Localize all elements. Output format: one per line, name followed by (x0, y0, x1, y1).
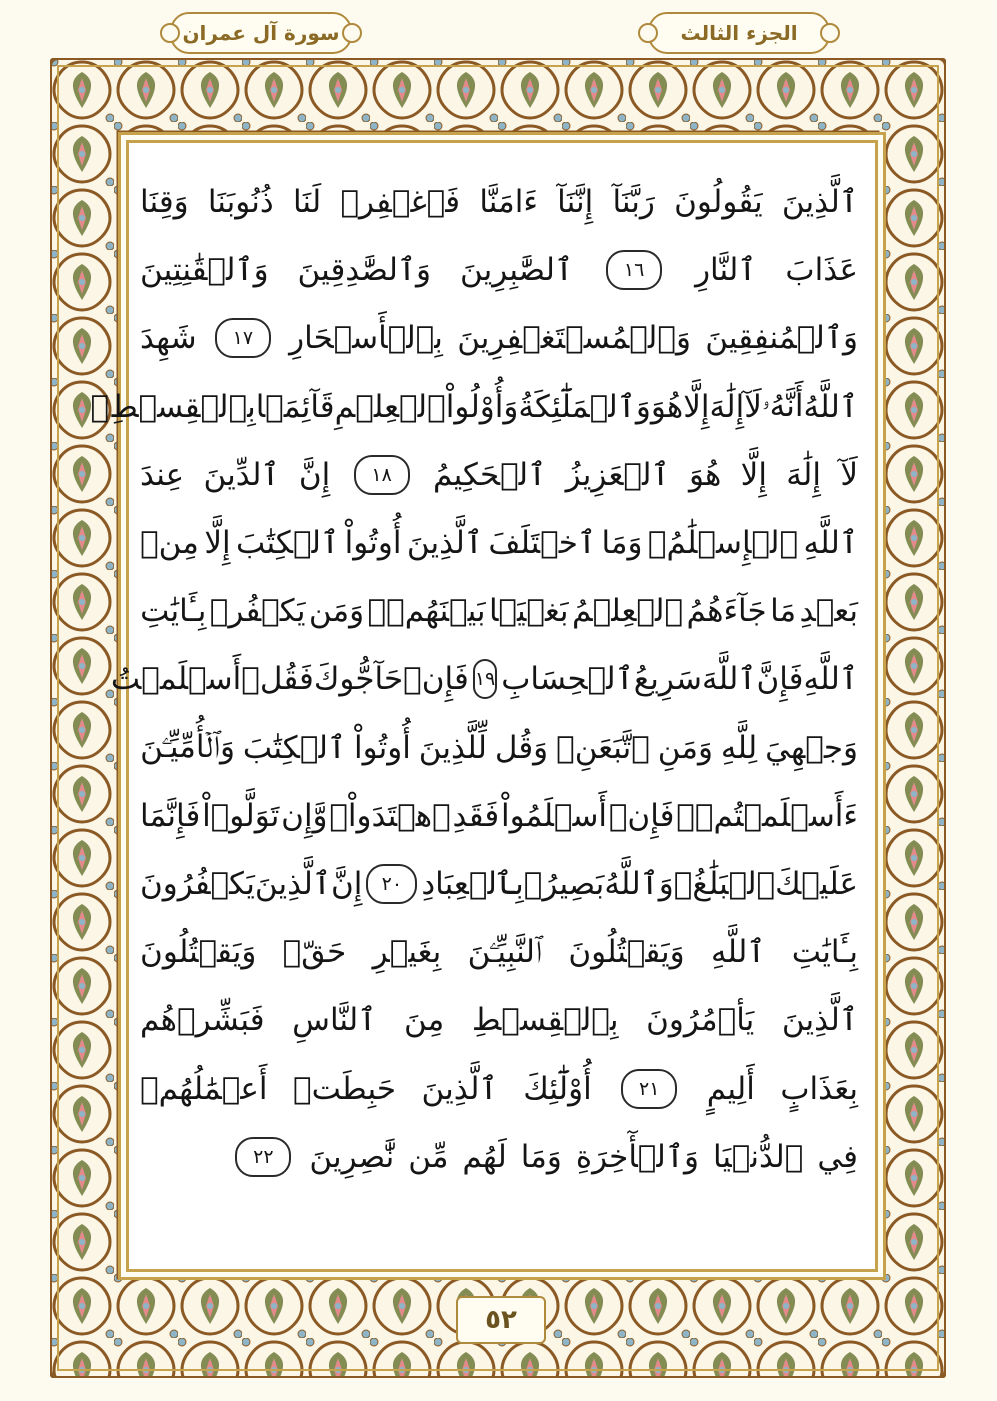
word: ٱلصَّٰبِرِينَ (459, 252, 574, 289)
word: بِـَٔايَٰتِ (140, 593, 207, 630)
word: تَوَلَّوۡاْ (202, 797, 280, 834)
word: وَمَن (308, 593, 365, 630)
word: إِنَّ (298, 456, 331, 493)
word: وَجۡهِيَ (765, 729, 858, 766)
word: ٱللَّهَ (701, 661, 757, 698)
word: وَٱلۡأُمِّيِّـۧنَ (140, 729, 235, 766)
word: ءَامَنَّا (479, 184, 538, 221)
text-line (140, 304, 858, 372)
word: وَمَا (520, 1138, 562, 1175)
text-line (140, 782, 858, 850)
word: بَصِيرُۢ (523, 865, 605, 902)
word: ٱلۡعَزِيزُ (565, 456, 670, 493)
word: فَقُلۡ (241, 661, 314, 698)
text-line (140, 236, 858, 304)
word: بِٱلۡقِسۡطِۚ (90, 388, 256, 425)
word: يَكۡفُرُونَ (140, 865, 255, 902)
word: بَيۡنَهُمۡۗ (367, 593, 486, 630)
word: فَقَدِ (452, 797, 500, 834)
word: لِّلَّذِينَ (418, 729, 487, 766)
word: ٱلَّذِينَ (254, 865, 331, 902)
word: مِّن (408, 1138, 449, 1175)
word: شَهِدَ (140, 320, 197, 357)
word: نَّٰصِرِينَ (309, 1138, 395, 1175)
text-line (140, 441, 858, 509)
word: وَٱلۡأٓخِرَةِ (575, 1138, 699, 1175)
text-line (140, 509, 858, 577)
word: لَآ (840, 456, 858, 493)
word: بِٱلۡأَسۡحَارِ (289, 320, 443, 357)
word: إِلَٰهَ (786, 456, 821, 493)
word: لِلَّهِ (720, 729, 758, 766)
text-line (90, 373, 858, 441)
ayah-number-marker: ٢٢ (235, 1137, 291, 1177)
word: وَٱلۡمَلَٰٓئِكَةُ (518, 388, 651, 425)
word: عَذَابَ (785, 252, 858, 289)
word: ٱلۡحِسَابِ (501, 661, 634, 698)
word: جَآءَهُمُ (686, 593, 767, 630)
word: وَيَقۡتُلُونَ (140, 934, 257, 971)
word: ٱتَّبَعَنِۗ (556, 729, 650, 766)
word: بِـَٔايَٰتِ (791, 934, 858, 971)
text-line (140, 1123, 858, 1191)
text-line (140, 1054, 858, 1122)
word: يَقُولُونَ (674, 184, 763, 221)
word: وَمَا (601, 525, 643, 562)
word: عِندَ (140, 456, 185, 493)
text-line (140, 918, 858, 986)
word: حَآجُّوكَ (313, 661, 404, 698)
surah-label: سورة آل عمران (170, 12, 352, 54)
word: ٱللَّهِ (803, 661, 858, 698)
text-line (140, 986, 858, 1054)
word: أَلِيمٍ (706, 1070, 755, 1107)
word: ٱلۡبَلَٰغُۗ (673, 865, 776, 902)
ayah-number-marker: ٢١ (621, 1069, 677, 1109)
word: بِٱلۡقِسۡطِ (471, 1002, 619, 1039)
word: وَٱللَّهُ (604, 865, 674, 902)
word: وَٱلۡمُنفِقِينَ (705, 320, 858, 357)
word: مَا (770, 593, 797, 630)
word: ٱلنَّاسِ (292, 1002, 377, 1039)
word: أُوتُواْ (344, 525, 402, 562)
word: ٱللَّهُ (803, 388, 858, 425)
word: إِلَٰهَ (709, 388, 745, 425)
word: أَعۡمَٰلُهُمۡ (140, 1070, 268, 1107)
word: وَٱلۡقَٰنِتِينَ (140, 252, 269, 289)
page-number: ٥٢ (456, 1296, 546, 1344)
word: أَنَّهُۥ (761, 388, 804, 425)
word: وَأُوْلُواْ (445, 388, 519, 425)
word: ٱلَّذِينَ (406, 525, 483, 562)
word: ءَأَسۡلَمۡتُمۡۚ (676, 797, 858, 834)
word: أَسۡلَمۡتُ (110, 661, 242, 698)
word: ٱلدُّنۡيَا (712, 1138, 804, 1175)
word: عَلَيۡكَ (775, 865, 858, 902)
word: بِغَيۡرِ (372, 934, 442, 971)
word: ٱلدِّينَ (203, 456, 280, 493)
word: ٱلنَّبِيِّـۧنَ (467, 933, 542, 970)
word: مِنَ (404, 1002, 445, 1039)
word: فَإِنَّ (756, 661, 804, 698)
ayah-number-marker: ١٩ (473, 659, 497, 699)
word: لَهُم (462, 1138, 507, 1175)
word: وَمَنِ (657, 729, 713, 766)
word: إِنَّ (330, 865, 363, 902)
word: وَقُل (494, 729, 549, 766)
word: وَّإِن (281, 797, 328, 834)
word: هُوَ (650, 388, 684, 425)
word: ٱللَّهِ (803, 525, 858, 562)
word: قَآئِمَۢا (255, 388, 335, 425)
word: فِي (817, 1138, 858, 1175)
word: حَبِطَتۡ (293, 1070, 397, 1107)
word: وَٱلۡمُسۡتَغۡفِرِينَ (457, 320, 691, 357)
word: فَبَشِّرۡهُم (140, 1002, 265, 1039)
word: ٱلۡعِلۡمِ (334, 388, 446, 425)
text-line (110, 645, 858, 713)
word: ٱلۡكِتَٰبَ (242, 729, 347, 766)
text-line (140, 850, 858, 918)
word: لَنَا (292, 184, 322, 221)
word: مِنۢ (140, 525, 199, 562)
word: ٱلَّذِينَ (781, 184, 858, 221)
word: لَآ (744, 388, 762, 425)
ayah-number-marker: ١٨ (354, 455, 410, 495)
word: بِٱلۡعِبَادِ (421, 865, 524, 902)
word: أُوتُواْ (353, 729, 411, 766)
word: وَيَقۡتُلُونَ (568, 934, 685, 971)
word: بَعۡدِ (799, 593, 858, 630)
word: إِلَّا (740, 456, 767, 493)
word: ٱللَّهِ (710, 934, 766, 971)
quran-text (90, 168, 858, 1260)
word: يَأۡمُرُونَ (646, 1002, 755, 1039)
word: حَقّٖ (282, 934, 347, 971)
word: ٱلۡكِتَٰبَ (236, 525, 340, 562)
word: ذُنُوبَنَا (207, 184, 274, 221)
word: إِلَّا (204, 525, 231, 562)
text-line (140, 714, 858, 782)
word: رَبَّنَآ (612, 184, 655, 221)
word: أَسۡلَمُواْ (501, 797, 608, 834)
word: أُوْلَٰٓئِكَ (523, 1070, 592, 1107)
word: ٱلَّذِينَ (781, 1002, 858, 1039)
word: فَإِنَّمَا (140, 797, 201, 834)
word: ٱلۡإِسۡلَٰمُۗ (647, 525, 799, 562)
word: وَٱلصَّٰدِقِينَ (297, 252, 432, 289)
juz-label: الجزء الثالث (648, 12, 830, 54)
word: ٱلۡحَكِيمُ (432, 456, 547, 493)
ayah-number-marker: ١٧ (215, 318, 271, 358)
word: فَٱغۡفِرۡ (340, 184, 461, 221)
word: فَإِنۡ (608, 797, 675, 834)
word: ٱلَّذِينَ (421, 1070, 498, 1107)
word: إِنَّنَآ (557, 184, 594, 221)
word: ٱلنَّارِ (695, 252, 757, 289)
ayah-number-marker: ٢٠ (366, 864, 417, 904)
word: بَغۡيَۢا (488, 593, 569, 630)
word: سَرِيعُ (633, 661, 702, 698)
word: بِعَذَابٍ (780, 1070, 858, 1107)
word: ٱهۡتَدَواْۖ (329, 797, 451, 834)
word: هُوَ (688, 456, 722, 493)
text-line (140, 168, 858, 236)
ayah-number-marker: ١٦ (606, 250, 662, 290)
word: فَإِنۡ (403, 661, 469, 698)
word: وَقِنَا (140, 184, 189, 221)
word: ٱلۡعِلۡمُ (571, 593, 684, 630)
word: ٱخۡتَلَفَ (488, 525, 597, 562)
text-line (140, 577, 858, 645)
word: إِلَّا (683, 388, 710, 425)
word: يَكۡفُرۡ (209, 593, 306, 630)
